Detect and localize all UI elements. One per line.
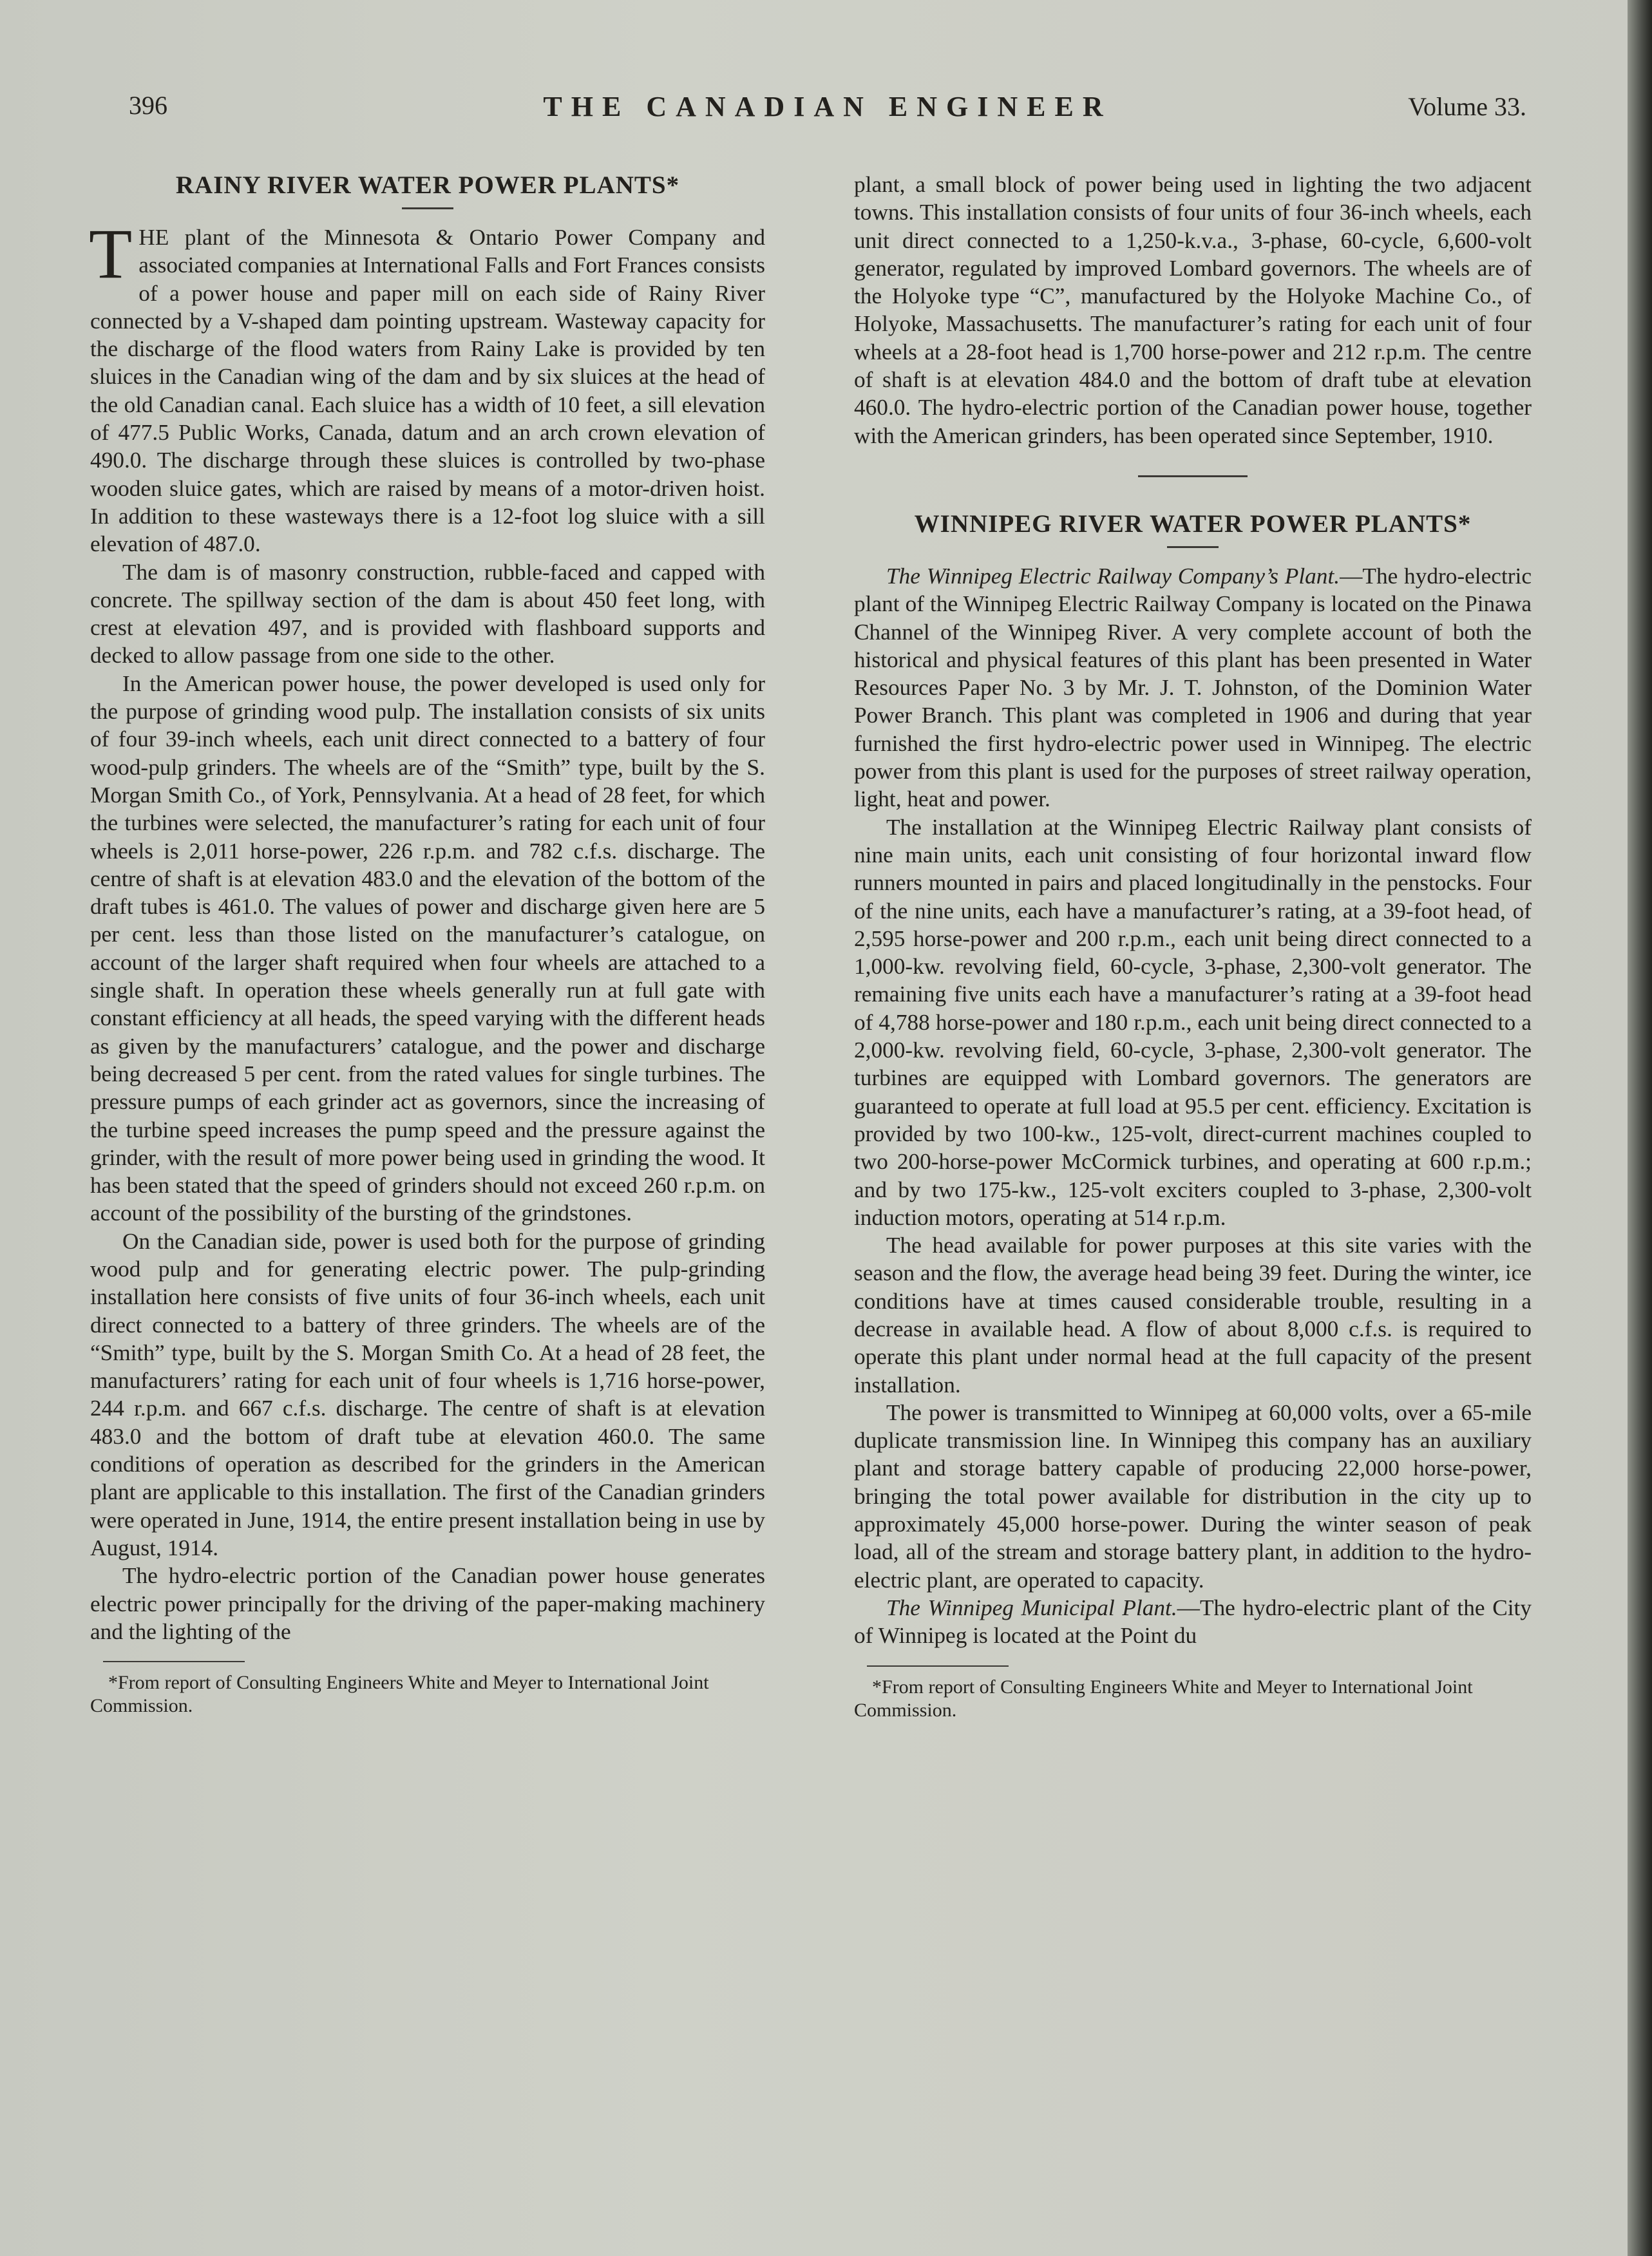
- subsection-heading: The Winnipeg Electric Railway Company’s Plant.: [886, 563, 1340, 589]
- left-column: [90, 171, 765, 1718]
- footnote-rule: [103, 1661, 245, 1662]
- paragraph: plant, a small block of power being used in lighting the two adjacent towns. This installation consists of four units of four 36-inch wheels, each unit direct connected to a 1,250-k.v.a., 3-phase, 60-cycle, 6,600-volt generator, regulated by improved Lombard governors. The wheels are of the Holyoke type “C”, manufactured by the Holyoke Machine Co., of Holyoke, Massachusetts. The manufacturer’s rating for each unit of four wheels at a 28-foot head is 1,700 horse-power and 212 r.p.m. The centre of shaft is at elevation 484.0 and the bottom of draft tube at elevation 460.0. The hydro-electric portion of the Canadian power house, together with the American grinders, has been operated since September, 1910.: [854, 172, 1532, 448]
- footnote-rule: [867, 1665, 1009, 1667]
- page-number: 396: [129, 91, 167, 120]
- paragraph: On the Canadian side, power is used both for the purpose of grinding wood pulp and for generating electric power. The pulp-grinding installation here consists of five units of four 36-inch wheels, each unit direct connected to a battery of three grinders. The wheels are of the “Smith” type, built by the S. Morgan Smith Co. At a head of 28 feet, the manufacturers’ rating for each unit of four wheels is 1,716 horse-power, 244 r.p.m. and 667 c.f.s. discharge. The centre of shaft is at elevation 483.0 and the bottom of draft tube at elevation 460.0. The same conditions of operation as described for the grinders in the American plant are applicable to this installation. The first of the Canadian grinders were operated in June, 1914, the entire present installation being in use by August, 1914.: [90, 1228, 765, 1560]
- journal-title: THE CANADIAN ENGINEER: [543, 91, 1112, 122]
- footnote: *From report of Consulting Engineers White and Meyer to International Joint Commission.: [854, 1676, 1473, 1721]
- paragraph: The installation at the Winnipeg Electric Railway plant consists of nine main units, each unit consisting of four horizontal inward flow runners mounted in pairs and placed longitudinally in the penstocks. Four of the nine units, each have a manufacturer’s rating, at a 39-foot head, of 2,595 horse-power and 200 r.p.m., each unit being direct connected to a 1,000-kw. revolving field, 60-cycle, 3-phase, 2,300-volt generator. The remaining five units each have a manufacturer’s rating at a 39-foot head of 4,788 horse-power and 180 r.p.m., each unit being direct connected to a 2,000-kw. revolving field, 60-cycle, 3-phase, 2,300-volt generator. The turbines are equipped with Lombard governors. The generators are guaranteed to operate at full load at 95.5 per cent. efficiency. Excitation is provided by two 100-kw., 125-volt, direct-current machines coupled to two 200-horse-power McCormick turbines, and operating at 600 r.p.m.; and by two 175-kw., 125-volt exciters coupled to 3-phase, 2,300-volt induction motors, operating at 514 r.p.m.: [854, 814, 1532, 1230]
- volume-label: Volume 33.: [1408, 92, 1526, 121]
- paragraph: In the American power house, the power developed is used only for the purpose of grinding wood pulp. The installation consists of six units of four 39-inch wheels, each unit direct connected to a battery of four wood-pulp grinders. The wheels are of the “Smith” type, built by the S. Morgan Smith Co., of York, Pennsylvania. At a head of 28 feet, for which the turbines were selected, the manufacturer’s rating for each unit of four wheels is 2,011 horse-power, 226 r.p.m. and 782 c.f.s. discharge. The centre of shaft is at elevation 483.0 and the elevation of the bottom of the draft tubes is 461.0. The values of power and discharge given here are 5 per cent. less than those listed on the manufacturer’s catalogue, on account of the larger shaft required when four wheels are attached to a single shaft. In operation these wheels generally run at full gate with constant efficiency at all heads, the speed varying with the different heads as given by the manufacturers’ catalogue, and the power and discharge being decreased 5 per cent. from the rated values for single turbines. The pressure pumps of each grinder act as governors, since the increasing of the turbine speed increases the pump speed and the pressure against the grinder, with the result of more power being used in grinding the wood. It has been stated that the speed of grinders should not exceed 260 r.p.m. on account of the possibility of the bursting of the grindstones.: [90, 670, 765, 1226]
- article-title-winnipeg-river: WINNIPEG RIVER WATER POWER PLANTS*: [914, 509, 1472, 538]
- binding-edge: [1628, 0, 1652, 2256]
- paragraph: The dam is of masonry construction, rubble-faced and capped with concrete. The spillway section of the dam is about 450 feet long, with crest at elevation 497, and is provided with flashboard supports and decked to allow passage from one side to the other.: [90, 559, 765, 668]
- section-separator: [1138, 475, 1248, 477]
- paragraph-text: plant of the Minnesota & Ontario Power Company and associated companies at International Falls and Fort Frances consists of a power house and paper mill on each side of Rainy River connected by a V-shaped dam pointing upstream. Wasteway capacity for the discharge of the flood waters from Rainy Lake is provided by ten sluices in the Canadian wing of the dam and by six sluices at the head of the old Canadian canal. Each sluice has a width of 10 feet, a sill elevation of 477.5 Public Works, Canada, datum and an arch crown elevation of 490.0. The discharge through these sluices is controlled by two-phase wooden sluice gates, which are raised by means of a motor-driven hoist. In addition to these wasteways there is a 12-foot log sluice with a sill elevation of 487.0.: [90, 225, 765, 557]
- opening-word: HE: [138, 225, 169, 250]
- footnote: *From report of Consulting Engineers White and Meyer to International Joint Commission.: [90, 1672, 709, 1717]
- title-rule: [1167, 546, 1219, 548]
- paragraph: The power is transmitted to Winnipeg at 60,000 volts, over a 65-mile duplicate transmission line. In Winnipeg this company has an auxiliary plant and storage battery capable of producing 22,000 horse-power, bringing the total power available for distribution in the city up to approximately 45,000 horse-power. During the winter season of peak load, all of the stream and storage battery plant, in addition to the hydro-electric plant, are operated to capacity.: [854, 1399, 1532, 1593]
- paragraph: [854, 562, 1532, 813]
- paragraph: [89, 214, 765, 558]
- subsection-heading: The Winnipeg Municipal Plant.: [886, 1595, 1177, 1620]
- paragraph: The hydro-electric portion of the Canadian power house generates electric power principally for the driving of the paper-making machinery and the lighting of the: [90, 1563, 765, 1644]
- running-header: [129, 90, 1526, 135]
- title-rule: [402, 207, 453, 209]
- right-column: [854, 171, 1532, 1722]
- paragraph-text: —The hydro-electric plant of the City of Winnipeg is located at the Point du: [854, 1595, 1532, 1649]
- drop-cap: T: [89, 214, 133, 293]
- article-title-rainy-river: RAINY RIVER WATER POWER PLANTS*: [175, 171, 680, 199]
- paragraph: The head available for power purposes at this site varies with the season and the flow, the average head being 39 feet. During the winter, ice conditions have at times caused considerable trouble, resulting in a decrease in available head. A flow of about 8,000 c.f.s. is required to operate this plant under normal head at the full capacity of the present installation.: [854, 1233, 1532, 1398]
- paragraph-text: —The hydro-electric plant of the Winnipeg Electric Railway Company is located on the Pinawa Channel of the Winnipeg River. A very complete account of both the historical and physical features of this plant has been presented in Water Resources Paper No. 3 by Mr. J. T. Johnston, of the Dominion Water Power Branch. This plant was completed in 1906 and during that year furnished the first hydro-electric power used in Winnipeg. The electric power from this plant is used for the purposes of street railway operation, light, heat and power.: [854, 563, 1532, 812]
- paragraph: [854, 1594, 1532, 1650]
